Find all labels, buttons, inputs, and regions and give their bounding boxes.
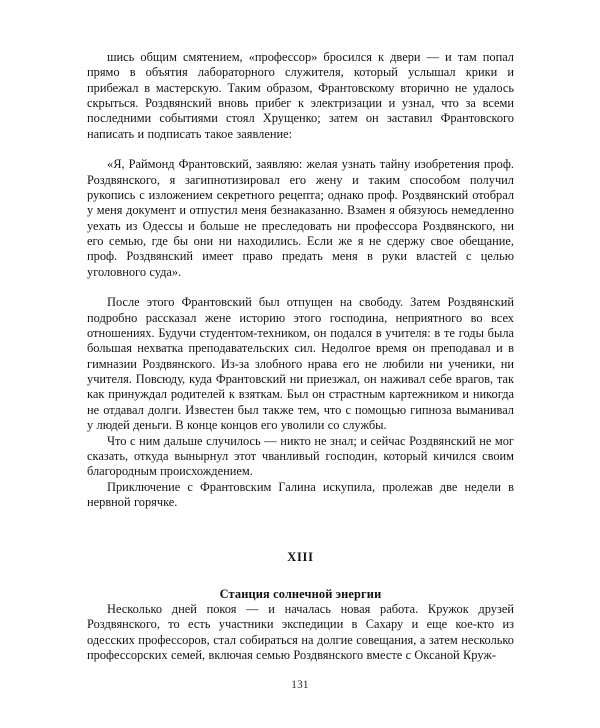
paragraph-new-work: Несколько дней покоя — и началась новая работа. Кружок друзей Роздвянского, то есть участники экспедиции в Сахару и еще кое-кто из одесских профессоров, стал собираться на долгие совещания, а затем несколько профессорских семей, включая семью Роздвянского вместе с Оксаной Круж-: [87, 601, 514, 662]
paragraph-statement-quote: «Я, Раймонд Франтовский, заявляю: желая узнать тайну изобретения проф. Роздвянского, я загипнотизировал его жену и таким способом получил рукопись с изложением секретного рецепта; однако проф. Роздвянский отобрал у меня документ и отпустил меня безнаказанно. Взамен я обязуюсь немедленно уехать из Одессы и больше не преследовать ни профессора Роздвянского, ни его семью, где бы они ни находились. Если же я не сдержу свое обещание, проф. Роздвянский имеет право предать меня в руки властей с целью уголовного суда».: [87, 157, 514, 279]
paragraph-unknown-fate: Что с ним дальше случилось — никто не знал; и сейчас Роздвянский не мог сказать, откуда вынырнул этот чванливый господин, который кичился своим благородным происхождением.: [87, 433, 514, 479]
chapter-title: Станция солнечной энергии: [219, 586, 382, 601]
page-text-block: [87, 50, 514, 663]
paragraph-after-release: После этого Франтовский был отпущен на свободу. Затем Роздвянский подробно рассказал жене историю этого господина, неприятного во всех отношениях. Будучи студентом-техником, он подался в учителя: в те годы была большая нехватка преподавательских сил. Недолгое время он преподавал и в гимназии Роздвянского. Из-за злобного нрава его не любили ни ученики, ни учителя. Повсюду, куда Франтовский ни приезжал, он наживал себе врагов, так как принуждал родителей к взяткам. Был он страстным картежником и никогда не отдавал долги. Известен был также тем, что с помощью гипноза выманивал у людей деньги. В конце концов его уволили со службы.: [87, 295, 514, 433]
page-number: 131: [291, 679, 309, 691]
chapter-heading: [87, 550, 514, 602]
paragraph-galina: Приключение с Франтовским Галина искупила, пролежав две недели в нервной горячке.: [87, 479, 514, 509]
chapter-number: XIII: [287, 550, 314, 565]
paragraph-continuation: шись общим смятением, «профессор» бросился к двери — и там попал прямо в объятия лабораторного служителя, который услышал крики и прибежал в мастерскую. Таким образом, Франтовскому вторично не удалось скрыться. Роздвянский вновь прибег к электризации и узнал, что за всеми последними событиями стоял Хрущенко; затем он заставил Франтовского написать и подписать такое заявление:: [87, 50, 514, 141]
